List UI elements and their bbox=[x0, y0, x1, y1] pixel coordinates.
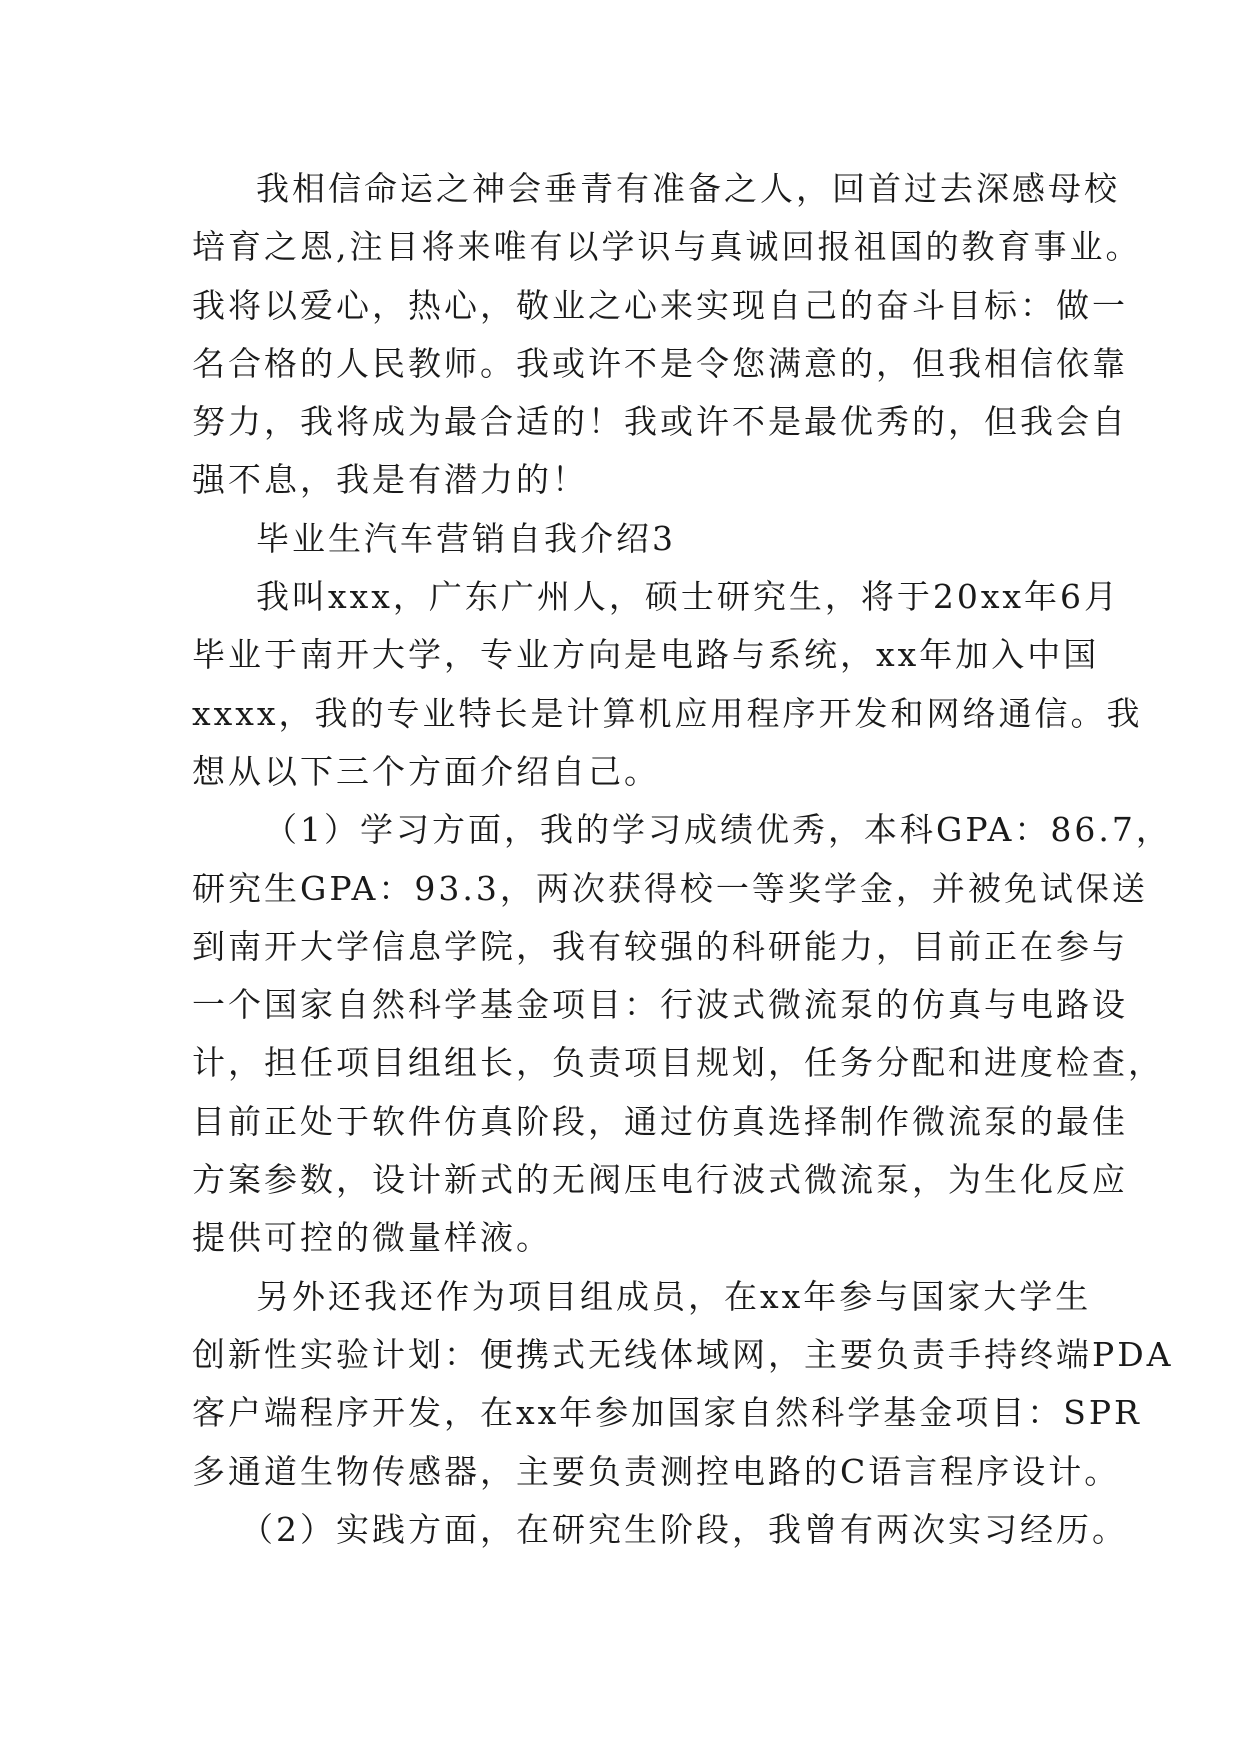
paragraph-line: 培育之恩,注目将来唯有以学识与真诚回报祖国的教育事业。 bbox=[192, 227, 1142, 267]
paragraph-line: 努力，我将成为最合适的！我或许不是最优秀的，但我会自 bbox=[192, 402, 1128, 442]
paragraph-line: 方案参数，设计新式的无阀压电行波式微流泵，为生化反应 bbox=[192, 1160, 1128, 1200]
paragraph-line: 想从以下三个方面介绍自己。 bbox=[192, 751, 660, 791]
paragraph-line: 计，担任项目组组长，负责项目规划，任务分配和进度检查， bbox=[192, 1043, 1164, 1083]
document-body bbox=[192, 160, 1174, 1559]
paragraph-line: 强不息，我是有潜力的！ bbox=[192, 460, 588, 500]
paragraph-line: 目前正处于软件仿真阶段，通过仿真选择制作微流泵的最佳 bbox=[192, 1101, 1128, 1141]
paragraph-line: 多通道生物传感器，主要负责测控电路的C语言程序设计。 bbox=[192, 1451, 1121, 1491]
paragraph-line: 提供可控的微量样液。 bbox=[192, 1218, 552, 1258]
paragraph-line: 到南开大学信息学院，我有较强的科研能力，目前正在参与 bbox=[192, 926, 1128, 966]
paragraph-line: （1）学习方面，我的学习成绩优秀，本科GPA：86.7， bbox=[264, 810, 1172, 850]
paragraph-line: 研究生GPA：93.3，两次获得校一等奖学金，并被免试保送 bbox=[192, 868, 1148, 908]
paragraph-line: 客户端程序开发，在xx年参加国家自然科学基金项目：SPR bbox=[192, 1393, 1142, 1433]
section-heading: 毕业生汽车营销自我介绍3 bbox=[256, 518, 676, 558]
paragraph-line: 我相信命运之神会垂青有准备之人，回首过去深感母校 bbox=[256, 169, 1120, 208]
paragraph-line: 毕业于南开大学，专业方向是电路与系统，xx年加入中国 bbox=[192, 635, 1100, 675]
paragraph-line: 创新性实验计划：便携式无线体域网，主要负责手持终端PDA bbox=[192, 1334, 1174, 1374]
paragraph-line: 名合格的人民教师。我或许不是令您满意的，但我相信依靠 bbox=[192, 343, 1128, 383]
paragraph-line: xxxx，我的专业特长是计算机应用程序开发和网络通信。我 bbox=[192, 693, 1143, 733]
paragraph-line: （2）实践方面，在研究生阶段，我曾有两次实习经历。 bbox=[240, 1509, 1128, 1549]
paragraph-line: 我将以爱心，热心，敬业之心来实现自己的奋斗目标：做一 bbox=[192, 285, 1128, 325]
paragraph-line: 一个国家自然科学基金项目：行波式微流泵的仿真与电路设 bbox=[192, 985, 1128, 1025]
paragraph-line: 另外还我还作为项目组成员，在xx年参与国家大学生 bbox=[256, 1276, 1092, 1316]
paragraph-line: 我叫xxx，广东广州人，硕士研究生，将于20xx年6月 bbox=[256, 577, 1121, 617]
